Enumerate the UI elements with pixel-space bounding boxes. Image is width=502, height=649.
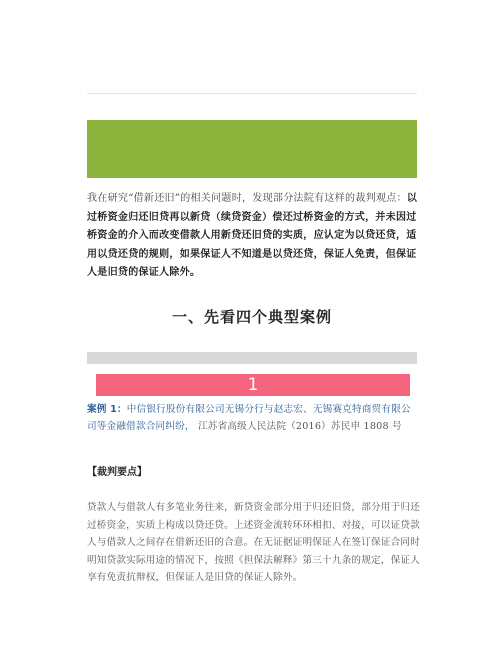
gray-bar bbox=[87, 352, 417, 364]
key-points-heading: 【裁判要点】 bbox=[87, 467, 147, 478]
case-number-badge: 1 bbox=[96, 374, 410, 396]
case-parties: 中信银行股份有限公司无锡分行与赵志宏、无锡赛克特商贸有限公司等金融借款合同纠纷， bbox=[87, 404, 411, 432]
green-banner bbox=[87, 120, 417, 178]
top-divider bbox=[87, 93, 417, 94]
intro-bold-text: 以过桥资金归还旧贷再以新贷（续贷资金）偿还过桥资金的方式，并未因过桥资金的介入而改变借款人用新贷还旧贷的实质，应认定为以贷还贷，适用以贷还贷的规则，如果保证人不知道是以贷还贷，保证人免责，但保证人是旧贷的保证人除外。 bbox=[87, 193, 418, 278]
key-points-paragraph: 贷款人与借款人有多笔业务往来，新贷资金部分用于归还旧贷，部分用于归还过桥资金，实质上构成以贷还贷。上述资金流转环环相扣、对接，可以证贷款人与借款人之间存在借新还旧的合意。在无证据证明保证人在签订保证合同时明知贷款实际用途的情况下，按照《担保法解释》第三十九条的规定，保证人享有免责抗辩权，但保证人是旧贷的保证人除外。 bbox=[87, 502, 420, 583]
case-label: 案例 1： bbox=[87, 404, 127, 415]
section-title: 一、先看四个典型案例 bbox=[171, 308, 332, 326]
case-court: 江苏省高级人民法院（2016）苏民申 1808 号 bbox=[197, 420, 402, 432]
intro-plain-text: 我在研究“借新还旧”的相关问题时，发现部分法院有这样的裁判观点： bbox=[87, 193, 407, 204]
case-description bbox=[87, 402, 417, 435]
intro-paragraph bbox=[87, 190, 419, 283]
